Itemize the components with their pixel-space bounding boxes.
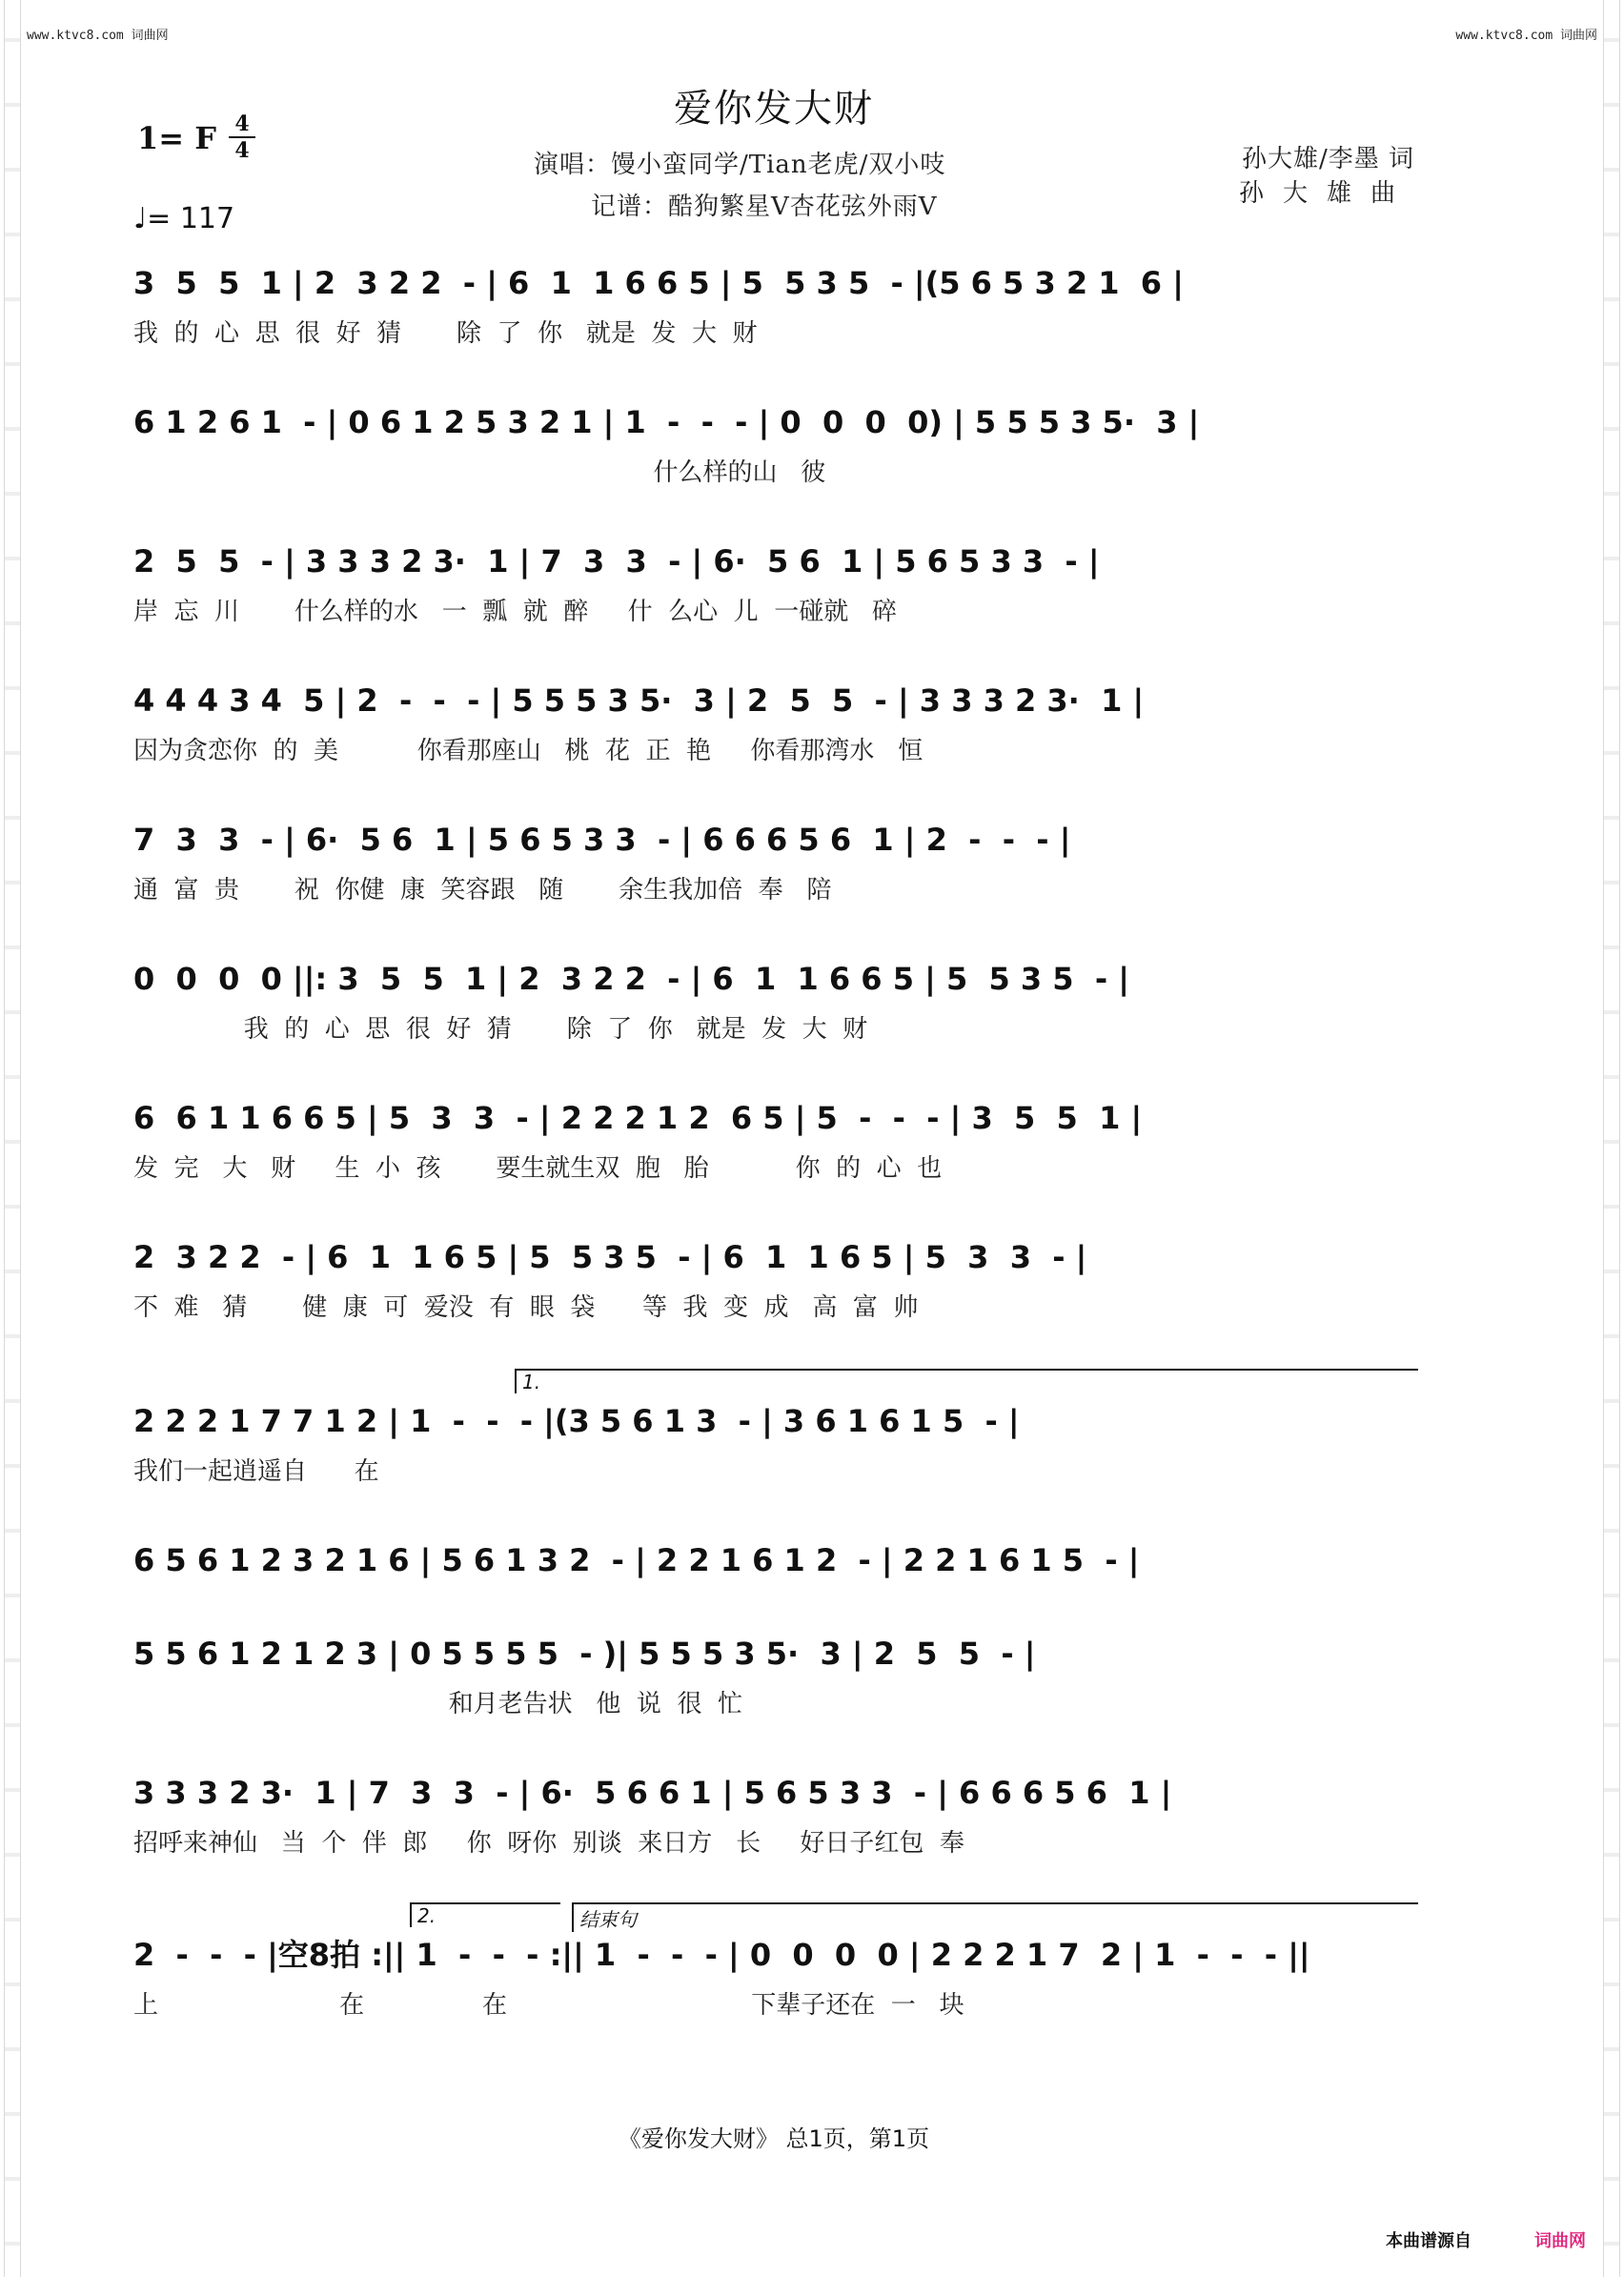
time-signature-bottom: 4 [234, 138, 250, 163]
lyricist-credit: 孙大雄/李墨 词 [1241, 145, 1414, 173]
lyrics-line: 不 难 猜 健 康 可 爱没 有 眼 袋 等 我 变 成 高 富 帅 [133, 1293, 919, 1322]
lyrics-line: 因为贪恋你 的 美 你看那座山 桃 花 正 艳 你看那湾水 恒 [133, 737, 924, 765]
lyrics-line: 和月老告状 他 说 很 忙 [133, 1690, 742, 1718]
right-margin-strip [1603, 0, 1620, 2277]
watermark-left: www.ktvc8.com 词曲网 [27, 29, 169, 43]
lyrics-line: 我 的 心 思 很 好 猜 除 了 你 就是 发 大 财 [133, 1015, 868, 1044]
left-margin-strip [4, 0, 21, 2277]
second-ending-bracket: 2. [410, 1902, 560, 1927]
notation-line: 3 3 3 2 3· 1 | 7 3 3 - | 6· 5 6 6 1 | 5 6 5 3 3 - | 6 6 6 5 6 1 | [133, 1775, 1172, 1811]
notation-line: 5 5 6 1 2 1 2 3 | 0 5 5 5 5 - )| 5 5 5 3 5· 3 | 2 5 5 - | [133, 1636, 1036, 1672]
notation-line: 3 5 5 1 | 2 3 2 2 - | 6 1 1 6 6 5 | 5 5 3 5 - |(5 6 5 3 2 1 6 | [133, 265, 1184, 301]
lyrics-line: 我们一起逍遥自 在 [133, 1457, 379, 1486]
notation-line: 6 5 6 1 2 3 2 1 6 | 5 6 1 3 2 - | 2 2 1 6 1 2 - | 2 2 1 6 1 5 - | [133, 1542, 1140, 1578]
notation-line: 6 1 2 6 1 - | 0 6 1 2 5 3 2 1 | 1 - - - | 0 0 0 0) | 5 5 5 3 5· 3 | [133, 404, 1200, 440]
notation-line: 4 4 4 3 4 5 | 2 - - - | 5 5 5 3 5· 3 | 2 5 5 - | 3 3 3 2 3· 1 | [133, 682, 1145, 719]
notation-line: 2 5 5 - | 3 3 3 2 3· 1 | 7 3 3 - | 6· 5 6 1 | 5 6 5 3 3 - | [133, 543, 1100, 579]
coda-bracket: 结束句 [572, 1902, 1418, 1932]
notation-line: 6 6 1 1 6 6 5 | 5 3 3 - | 2 2 2 1 2 6 5 | 5 - - - | 3 5 5 1 | [133, 1100, 1143, 1136]
lyrics-line: 我 的 心 思 很 好 猜 除 了 你 就是 发 大 财 [133, 319, 758, 348]
lyrics-line [133, 1592, 1411, 1630]
notation-line: 2 3 2 2 - | 6 1 1 6 5 | 5 5 3 5 - | 6 1 1 6 5 | 5 3 3 - | [133, 1239, 1087, 1275]
time-signature [229, 112, 255, 162]
notation-line: 2 - - - |空8拍 :|| 1 - - - :|| 1 - - - | 0 0 0 0 | 2 2 2 1 7 2 | 1 - - - || [133, 1937, 1310, 1973]
transcriber-credit: 记谱：酷狗繁星V杏花弦外雨V [591, 193, 938, 221]
first-ending-bracket: 1. [515, 1369, 1418, 1393]
notation-line: 0 0 0 0 ||: 3 5 5 1 | 2 3 2 2 - | 6 1 1 6 6 5 | 5 5 3 5 - | [133, 961, 1129, 997]
notation-line: 7 3 3 - | 6· 5 6 1 | 5 6 5 3 3 - | 6 6 6 5 6 1 | 2 - - - | [133, 822, 1071, 858]
key-signature: 1= F [137, 120, 216, 156]
lyrics-line: 上 在 在 下辈子还在 一 块 [133, 1991, 964, 2020]
time-signature-top: 4 [234, 112, 250, 136]
lyrics-line: 通 富 贵 祝 你健 康 笑容跟 随 余生我加倍 奉 陪 [133, 876, 832, 905]
composer-credit: 孙大雄曲 [1238, 179, 1414, 208]
song-title: 爱你发大财 [674, 87, 874, 131]
page-footer: 《爱你发大财》 总1页，第1页 [618, 2125, 930, 2152]
lyrics-line: 招呼来神仙 当 个 伴 郎 你 呀你 别谈 来日方 长 好日子红包 奉 [133, 1829, 964, 1858]
singer-credit: 演唱：馒小蛮同学/Tian老虎/双小吱 [534, 151, 946, 179]
lyrics-line: 发 完 大 财 生 小 孩 要生就生双 胞 胎 你 的 心 也 [133, 1154, 943, 1183]
lyrics-line: 岸 忘 川 什么样的水 一 瓢 就 醉 什 么心 儿 一碰就 碎 [133, 598, 897, 626]
source-note: 本曲谱源自 [1386, 2231, 1472, 2251]
notation-line: 2 2 2 1 7 7 1 2 | 1 - - - |(3 5 6 1 3 - | 3 6 1 6 1 5 - | [133, 1403, 1020, 1439]
watermark-right: www.ktvc8.com 词曲网 [1455, 29, 1597, 43]
lyrics-line: 什么样的山 彼 [133, 458, 826, 487]
tempo-marking: ♩= 117 [133, 202, 235, 235]
site-name-link[interactable]: 词曲网 [1534, 2231, 1586, 2251]
